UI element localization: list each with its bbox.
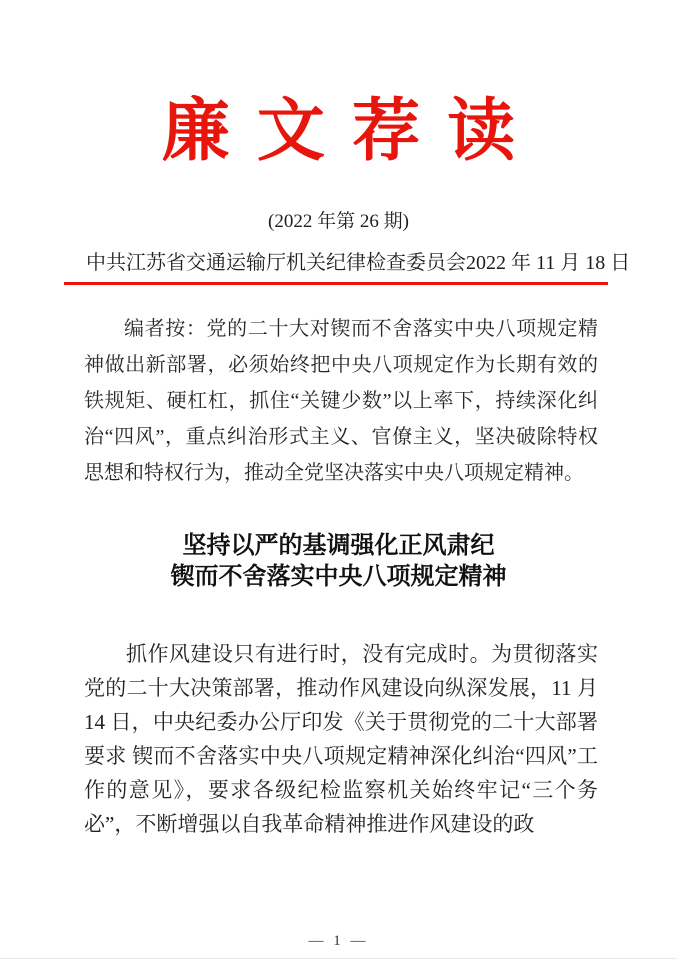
article-title bbox=[0, 531, 677, 593]
publisher-row bbox=[86, 250, 631, 276]
masthead-title: 廉文荐读 bbox=[161, 93, 543, 169]
issue-number: (2022 年第 26 期) bbox=[268, 211, 409, 232]
publisher-name: 中共江苏省交通运输厅机关纪律检查委员会 bbox=[86, 252, 466, 274]
editor-note: 编者按：党的二十大对锲而不舍落实中央八项规定精神做出新部署，必须始终把中央八项规定作为长期有效的铁规矩、硬杠杠，抓住“关键少数”以上率下，持续深化纠治“四风”，重点纠治形式主义、官僚主义，坚决破除特权思想和特权行为，推动全党坚决落实中央八项规定精神。 bbox=[84, 318, 598, 484]
body-paragraph: 抓作风建设只有进行时，没有完成时。为贯彻落实党的二十大决策部署，推动作风建设向纵深发展，11 月 14 日，中央纪委办公厅印发《关于贯彻党的二十大部署要求 锲而不舍落实中央八项规定精神深化纠治“四风”工作的意见》，要求各级纪检监察机关始终牢记“三个务必”，不断增强以自我革命精神推进作风建设的政 bbox=[84, 642, 598, 836]
article-title-line1: 坚持以严的基调强化正风肃纪 bbox=[182, 533, 495, 559]
publish-date: 2022 年 11 月 18 日 bbox=[466, 252, 631, 274]
red-divider bbox=[64, 282, 608, 285]
document-page bbox=[0, 88, 677, 959]
article-title-line2: 锲而不舍落实中央八项规定精神 bbox=[170, 564, 507, 590]
page-number: — 1 — bbox=[308, 933, 369, 949]
